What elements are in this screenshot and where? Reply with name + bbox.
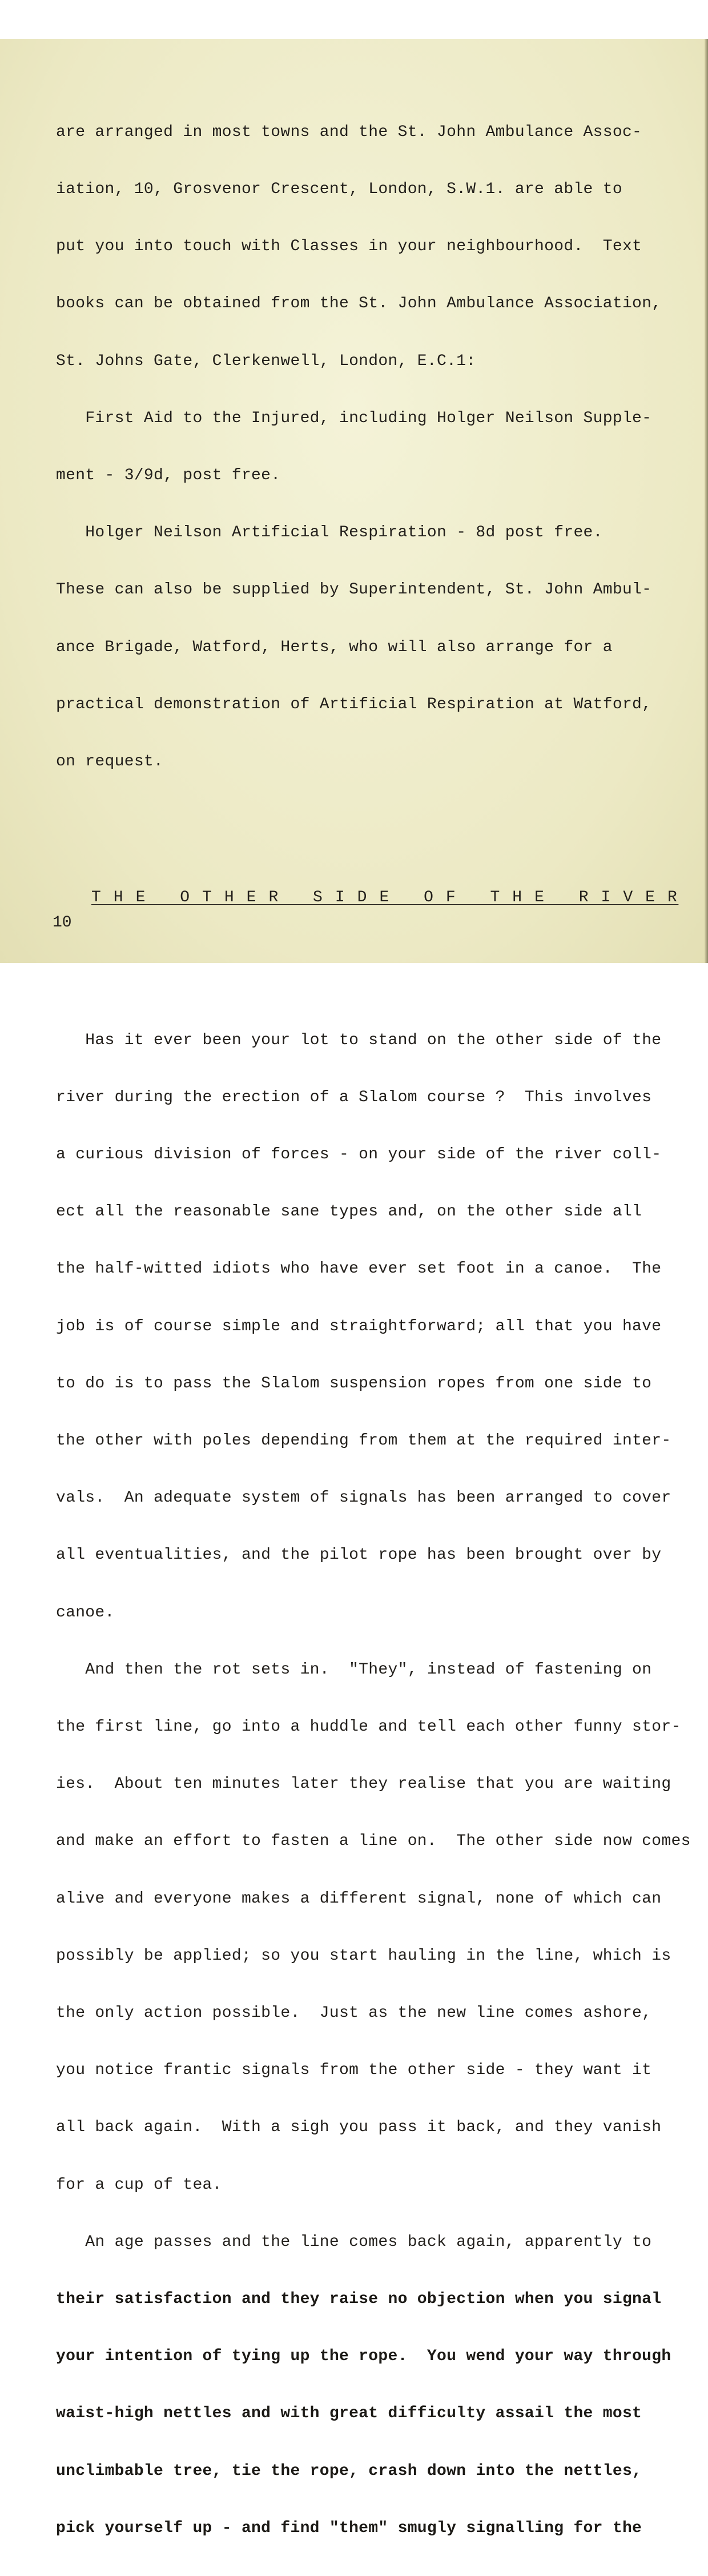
spacer	[56, 949, 684, 973]
spacer	[56, 829, 684, 850]
text-line: Holger Neilson Artificial Respiration - 8d post free.	[56, 524, 603, 542]
text-line: An age passes and the line comes back again, apparently to	[56, 2233, 652, 2251]
text-line: St. Johns Gate, Clerkenwell, London, E.C.1:	[56, 352, 476, 370]
text-line: job is of course simple and straightforward; all that you have	[56, 1317, 662, 1335]
page-text	[56, 85, 691, 2576]
text-line: their satisfaction and they raise no objection when you signal	[56, 2290, 662, 2308]
section-title: T H E O T H E R S I D E O F T H E R I V E R	[91, 889, 679, 907]
text-line: all back again. With a sigh you pass it back, and they vanish	[56, 2118, 662, 2137]
text-line: on request.	[56, 753, 164, 771]
text-line: you notice frantic signals from the other side - they want it	[56, 2061, 652, 2080]
text-line: your intention of tying up the rope. You wend your way through	[56, 2348, 671, 2366]
text-line: to do is to pass the Slalom suspension ropes from one side to	[56, 1374, 652, 1393]
text-line: Has it ever been your lot to stand on the other side of the	[56, 1031, 662, 1049]
text-line: the other with poles depending from them at the required inter-	[56, 1431, 671, 1450]
page-edge-shadow	[705, 39, 708, 963]
text-line: put you into touch with Classes in your neighbourhood. Text	[56, 238, 642, 256]
text-line: ect all the reasonable sane types and, on the other side all	[56, 1203, 642, 1221]
text-line: possibly be applied; so you start hauling in the line, which is	[56, 1947, 671, 1965]
text-line: and make an effort to fasten a line on. The other side now comes	[56, 1832, 691, 1851]
text-line: ment - 3/9d, post free.	[56, 467, 281, 485]
text-line: the half-witted idiots who have ever set foot in a canoe. The	[56, 1260, 662, 1278]
text-line: These can also be supplied by Superintendent, St. John Ambul-	[56, 581, 652, 599]
text-line: the only action possible. Just as the new line comes ashore,	[56, 2004, 652, 2022]
text-line: a curious division of forces - on your side of the river coll-	[56, 1145, 662, 1163]
text-line: canoe.	[56, 1603, 115, 1622]
text-line: alive and everyone makes a different signal, none of which can	[56, 1889, 662, 1908]
text-line: ance Brigade, Watford, Herts, who will also arrange for a	[56, 638, 613, 656]
text-line: unclimbable tree, tie the rope, crash down into the nettles,	[56, 2462, 642, 2480]
text-line: First Aid to the Injured, including Holger Neilson Supple-	[56, 409, 652, 427]
text-line: iation, 10, Grosvenor Crescent, London, S.W.1. are able to	[56, 180, 622, 199]
text-line: for a cup of tea.	[56, 2176, 222, 2194]
text-line: practical demonstration of Artificial Respiration at Watford,	[56, 695, 652, 713]
text-line: books can be obtained from the St. John Ambulance Association,	[56, 295, 662, 313]
page-number: 10	[53, 914, 72, 932]
text-line: all eventualities, and the pilot rope has been brought over by	[56, 1546, 662, 1564]
text-line: And then the rot sets in. "They", instead of fastening on	[56, 1660, 652, 1679]
text-line: the first line, go into a huddle and tell each other funny stor-	[56, 1718, 681, 1736]
text-line: ies. About ten minutes later they realise that you are waiting	[56, 1775, 671, 1793]
text-line: river during the erection of a Slalom course ? This involves	[56, 1088, 652, 1106]
document-page	[0, 39, 708, 2537]
text-line: waist-high nettles and with great difficulty assail the most	[56, 2405, 642, 2423]
text-line: pick yourself up - and find "them" smugly signalling for the	[56, 2519, 642, 2537]
text-line: vals. An adequate system of signals has been arranged to cover	[56, 1489, 671, 1507]
text-line: are arranged in most towns and the St. John Ambulance Assoc-	[56, 123, 642, 141]
